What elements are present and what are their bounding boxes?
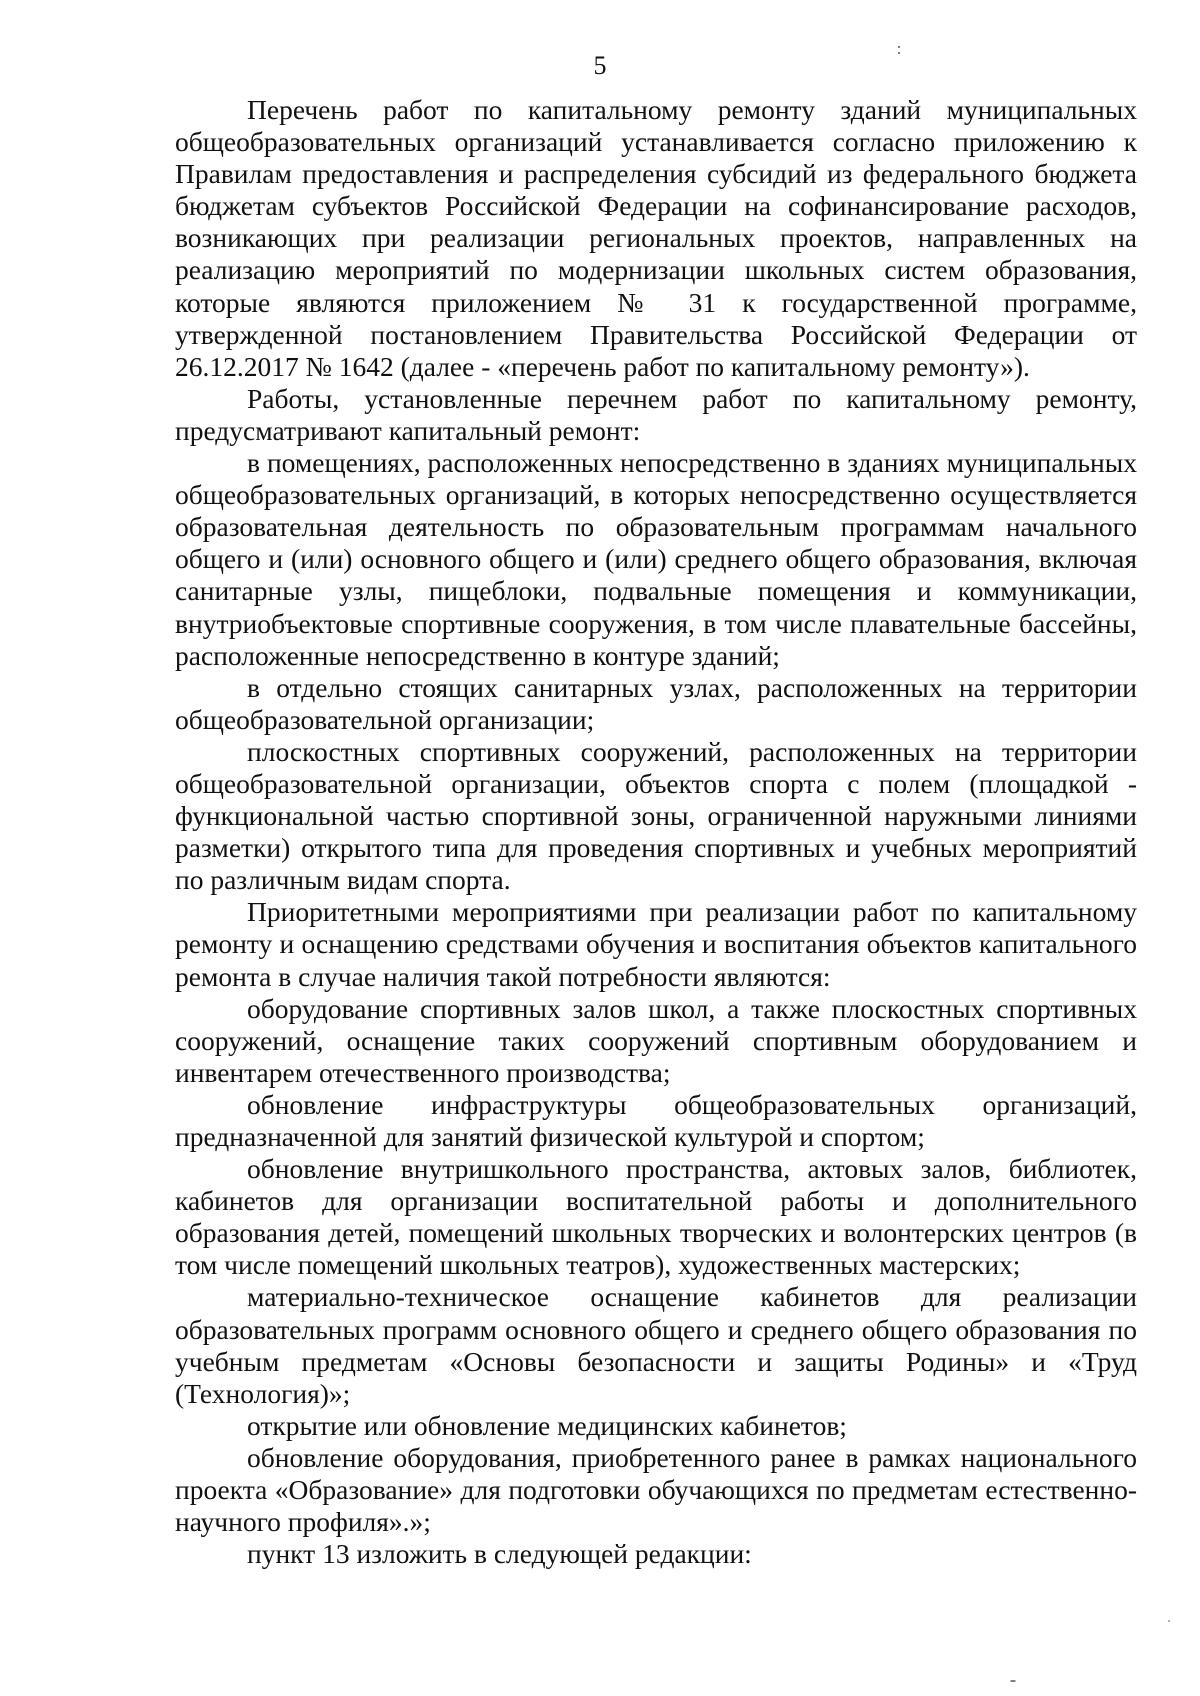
- paragraph-classroom-equipment: материально-техническое оснащение кабинетов для реализации образовательных программ основного общего и среднего общего образования по учебным предметам «Основы безопасности и защиты Родины» и «Труд (Технология)»;: [175, 1281, 1137, 1409]
- paragraph-medical-rooms: открытие или обновление медицинских кабинетов;: [247, 1409, 847, 1441]
- paragraph-school-space: обновление внутришкольного пространства, актовых залов, библиотек, кабинетов для организации воспитательной работы и дополнительного образования детей, помещений школьных творческих и волонтерских центров (в том числе помещений школьных театров), художественных мастерских;: [175, 1153, 1137, 1281]
- paragraph-equipment-update: обновление оборудования, приобретенного ранее в рамках национального проекта «Образование» для подготовки обучающихся по предметам естественно-научного профиля».»;: [175, 1441, 1137, 1538]
- page-number: 5: [593, 51, 607, 80]
- paragraph-premises: в помещениях, расположенных непосредственно в зданиях муниципальных общеобразовательных организаций, в которых непосредственно осуществляется образовательная деятельность по образовательным программам начального общего и (или) основного общего и (или) среднего общего образования, включая санитарные узлы, пищеблоки, подвальные помещения и коммуникации, внутриобъектовые спортивные сооружения, в том числе плавательные бассейны, расположенные непосредственно в контуре зданий;: [175, 447, 1137, 671]
- paragraph-clause-13: пункт 13 изложить в следующей редакции:: [247, 1538, 752, 1570]
- paragraph-priority-intro: Приоритетными мероприятиями при реализации работ по капитальному ремонту и оснащению средствами обучения и воспитания объектов капитального ремонта в случае наличия такой потребности являются:: [175, 896, 1137, 992]
- paragraph-works-intro: Работы, установленные перечнем работ по капитальному ремонту, предусматривают капитальный ремонт:: [175, 382, 1137, 446]
- paragraph-sports-facilities: плоскостных спортивных сооружений, расположенных на территории общеобразовательной организации, объектов спорта с полем (площадкой - функциональной частью спортивной зоны, ограниченной наружными линиями разметки) открытого типа для проведения спортивных и учебных мероприятий по различным видам спорта.: [175, 735, 1137, 896]
- scan-speck: [898, 52, 900, 54]
- scan-speck: [1168, 1620, 1170, 1622]
- paragraph-gym-equipment: оборудование спортивных залов школ, а также плоскостных спортивных сооружений, оснащение таких сооружений спортивным оборудованием и инвентарем отечественного производства;: [175, 992, 1137, 1088]
- paragraph-sanitary-units: в отдельно стоящих санитарных узлах, расположенных на территории общеобразовательной организации;: [175, 671, 1137, 735]
- paragraph-sports-infrastructure: обновление инфраструктуры общеобразовательных организаций, предназначенной для занятий физической культурой и спортом;: [175, 1088, 1137, 1152]
- scan-speck: [1010, 1680, 1016, 1682]
- document-body: [175, 94, 1137, 1570]
- scan-speck: [898, 46, 900, 48]
- paragraph-repair-list: Перечень работ по капитальному ремонту зданий муниципальных общеобразовательных организаций устанавливается согласно приложению к Правилам предоставления и распределения субсидий из федерального бюджета бюджетам субъектов Российской Федерации на софинансирование расходов, возникающих при реализации региональных проектов, направленных на реализацию мероприятий по модернизации школьных систем образования, которые являются приложением № 31 к государственной программе, утвержденной постановлением Правительства Российской Федерации от 26.12.2017 № 1642 (далее - «перечень работ по капитальному ремонту»).: [175, 94, 1137, 382]
